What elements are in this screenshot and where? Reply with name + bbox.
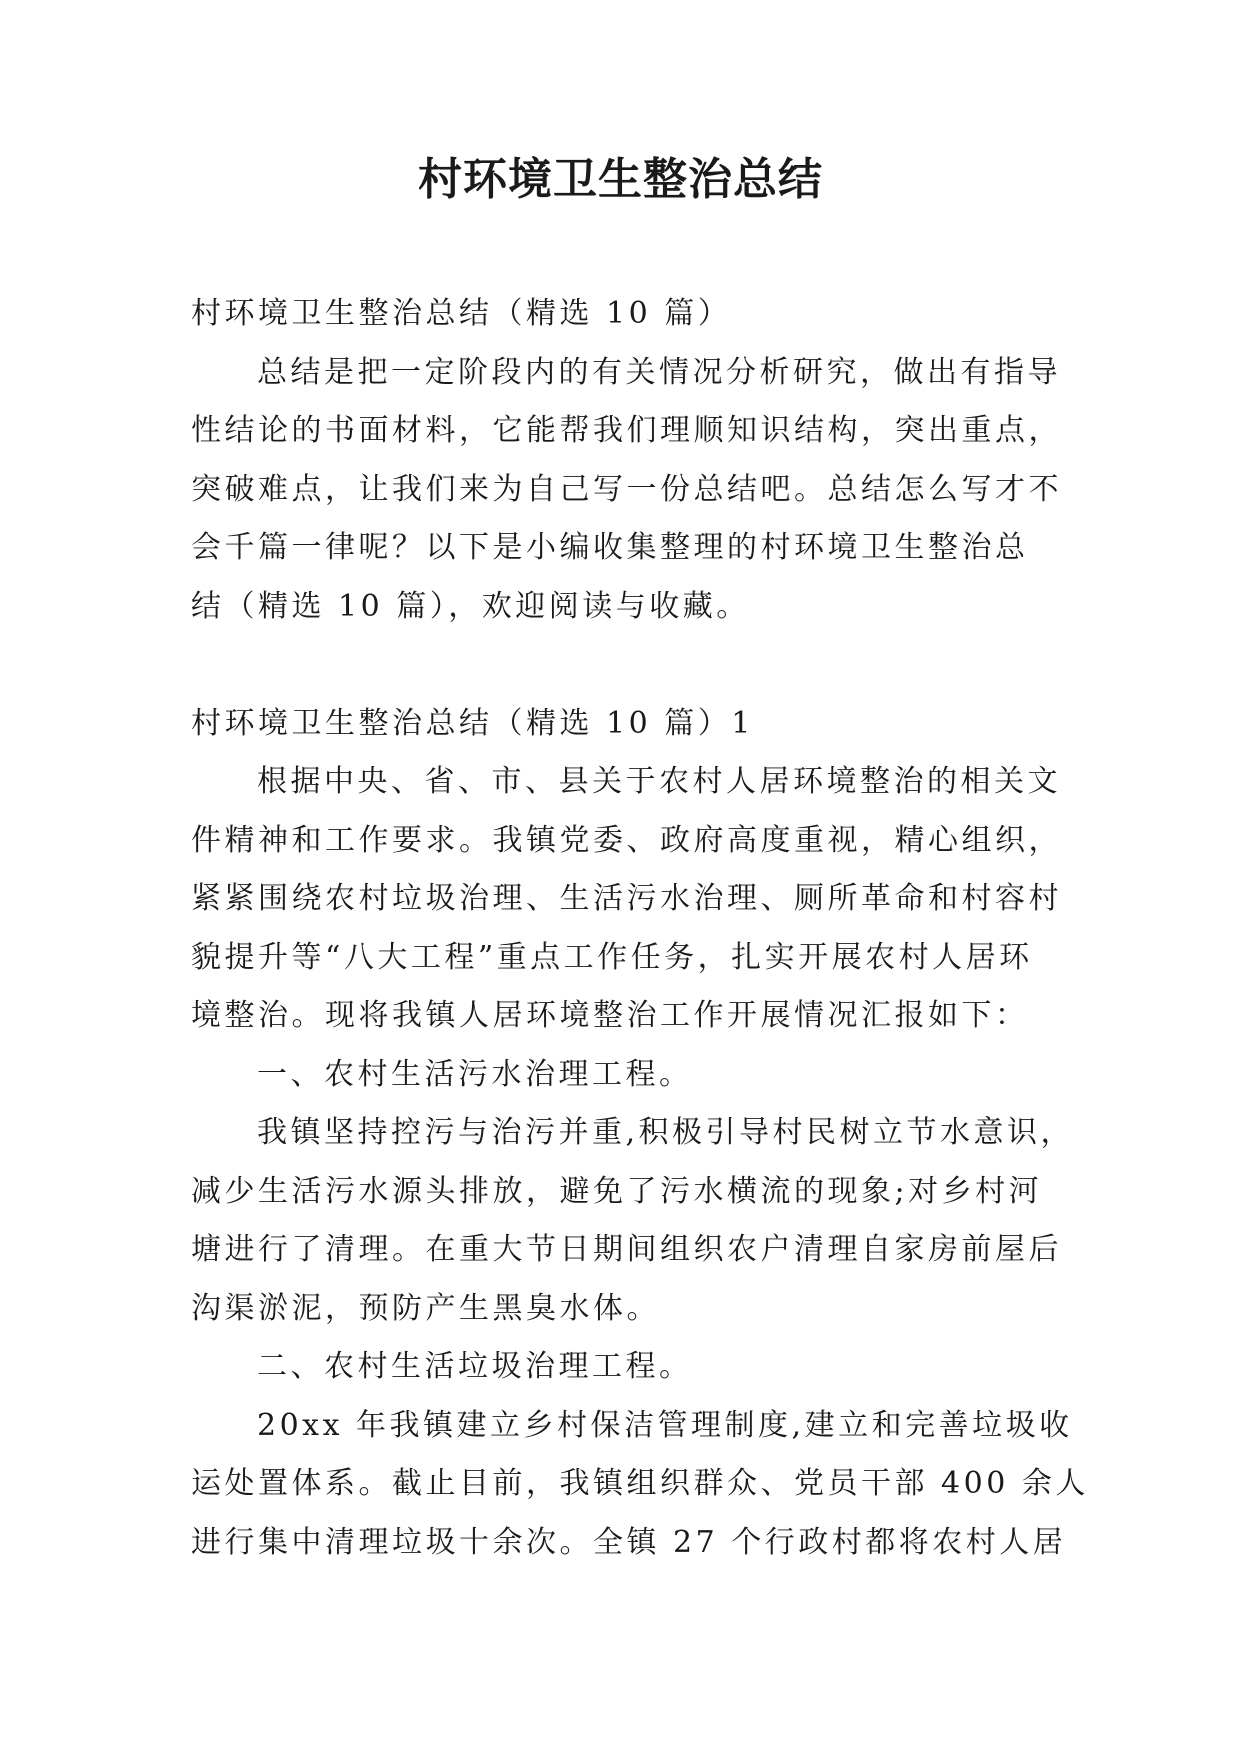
text-line: 性结论的书面材料，它能帮我们理顺知识结构，突出重点， [191,413,1062,448]
text-line: 境整治。现将我镇人居环境整治工作开展情况汇报如下： [191,998,1029,1033]
text-line: 突破难点，让我们来为自己写一份总结吧。总结怎么写才不 [191,471,1062,507]
text-line: 貌提升等“八大工程”重点工作任务，扎实开展农村人居环 [191,939,1033,975]
text-line: 沟渠淤泥，预防产生黑臭水体。 [191,1290,660,1326]
text-line: 根据中央、省、市、县关于农村人居环境整治的相关文 [257,764,1061,799]
text-line: 我镇坚持控污与治污并重,积极引导村民树立节水意识， [257,1115,1075,1150]
document-body [191,285,1089,1572]
text-line: 运处置体系。截止目前，我镇组织群众、党员干部 400 余人 [191,1466,1089,1501]
text-line: 结（精选 10 篇），欢迎阅读与收藏。 [191,588,750,624]
text-line: 件精神和工作要求。我镇党委、政府高度重视，精心组织， [191,822,1062,858]
text-line: 二、农村生活垃圾治理工程。 [257,1349,693,1384]
text-line: 进行集中清理垃圾十余次。全镇 27 个行政村都将农村人居 [191,1524,1067,1560]
text-line: 村环境卫生整治总结（精选 10 篇） [191,296,732,331]
document-title: 村环境卫生整治总结 [418,154,823,205]
text-line: 紧紧围绕农村垃圾治理、生活污水治理、厕所革命和村容村 [191,881,1062,916]
text-line: 会千篇一律呢？以下是小编收集整理的村环境卫生整治总 [191,530,1029,565]
text-line: 一、农村生活污水治理工程。 [257,1056,693,1092]
text-line: 总结是把一定阶段内的有关情况分析研究，做出有指导 [257,354,1061,390]
text-line: 村环境卫生整治总结（精选 10 篇）1 [191,705,754,741]
text-line: 20xx 年我镇建立乡村保洁管理制度,建立和完善垃圾收 [257,1407,1073,1443]
text-line: 减少生活污水源头排放，避免了污水横流的现象;对乡村河 [191,1173,1043,1209]
blank-line [191,636,1071,695]
text-line: 塘进行了清理。在重大节日期间组织农户清理自家房前屋后 [191,1232,1062,1267]
